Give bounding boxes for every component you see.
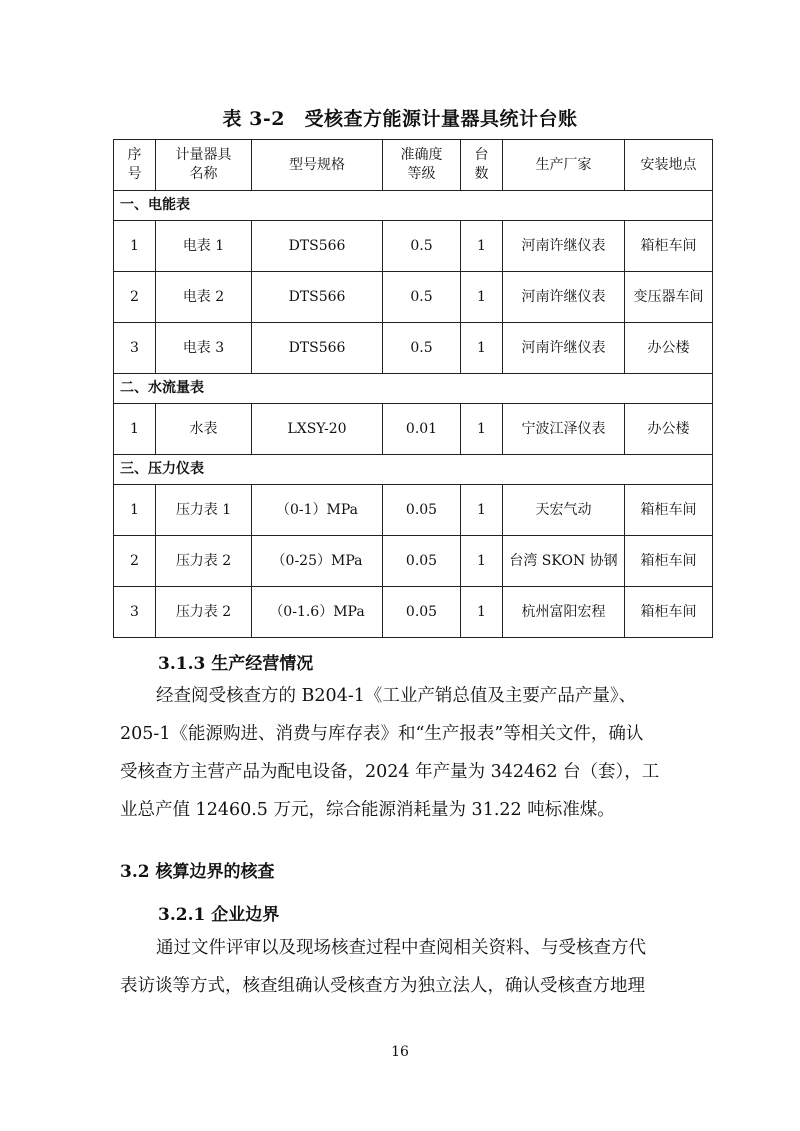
cell-seq: 1 (114, 485, 156, 536)
header-name: 计量器具 名称 (156, 140, 252, 191)
cell-maker: 台湾 SKON 协钢 (503, 536, 625, 587)
cell-location: 箱柜车间 (625, 485, 713, 536)
cell-count: 1 (461, 404, 503, 455)
cell-location: 办公楼 (625, 323, 713, 374)
paragraph-line: 业总产值 12460.5 万元，综合能源消耗量为 31.22 吨标准煤。 (120, 800, 615, 820)
cell-count: 1 (461, 221, 503, 272)
paragraph-line: 205-1《能源购进、消费与库存表》和“生产报表”等相关文件，确认 (120, 724, 644, 744)
table-row (114, 272, 713, 323)
paragraph-line: 通过文件评审以及现场核查过程中查阅相关资料、与受核查方代 (156, 938, 646, 958)
header-model: 型号规格 (252, 140, 383, 191)
header-seq: 序 号 (114, 140, 156, 191)
cell-model: （0-1）MPa (252, 485, 383, 536)
cell-model: DTS566 (252, 221, 383, 272)
cell-maker: 河南许继仪表 (503, 323, 625, 374)
header-location: 安装地点 (625, 140, 713, 191)
cell-seq: 1 (114, 404, 156, 455)
cell-seq: 3 (114, 323, 156, 374)
cell-accuracy: 0.5 (383, 221, 461, 272)
cell-accuracy: 0.05 (383, 536, 461, 587)
cell-name: 压力表 2 (156, 536, 252, 587)
cell-location: 箱柜车间 (625, 221, 713, 272)
cell-count: 1 (461, 587, 503, 638)
table-row (114, 404, 713, 455)
table-row (114, 485, 713, 536)
cell-model: LXSY-20 (252, 404, 383, 455)
table-section-row (114, 455, 713, 485)
section-heading-3-1-3: 3.1.3 生产经营情况 (158, 654, 314, 674)
section-label: 二、水流量表 (114, 374, 713, 404)
cell-accuracy: 0.05 (383, 485, 461, 536)
cell-maker: 杭州富阳宏程 (503, 587, 625, 638)
header-maker: 生产厂家 (503, 140, 625, 191)
table-row (114, 587, 713, 638)
paragraph-line: 表访谈等方式，核查组确认受核查方为独立法人，确认受核查方地理 (120, 976, 645, 996)
cell-seq: 2 (114, 272, 156, 323)
header-accuracy: 准确度 等级 (383, 140, 461, 191)
paragraph-enterprise-boundary (120, 929, 686, 1005)
cell-name: 电表 3 (156, 323, 252, 374)
cell-count: 1 (461, 272, 503, 323)
cell-accuracy: 0.01 (383, 404, 461, 455)
cell-location: 变压器车间 (625, 272, 713, 323)
cell-name: 电表 2 (156, 272, 252, 323)
table-row (114, 221, 713, 272)
cell-model: DTS566 (252, 272, 383, 323)
table-header-row (114, 140, 713, 191)
energy-meter-table (113, 139, 713, 638)
table-title: 表 3-2 受核查方能源计量器具统计台账 (222, 108, 578, 130)
cell-location: 箱柜车间 (625, 536, 713, 587)
cell-count: 1 (461, 485, 503, 536)
cell-accuracy: 0.5 (383, 272, 461, 323)
table-row (114, 536, 713, 587)
cell-name: 电表 1 (156, 221, 252, 272)
section-label: 一、电能表 (114, 191, 713, 221)
cell-accuracy: 0.05 (383, 587, 461, 638)
cell-seq: 1 (114, 221, 156, 272)
table-row (114, 323, 713, 374)
cell-name: 压力表 2 (156, 587, 252, 638)
section-label: 三、压力仪表 (114, 455, 713, 485)
paragraph-production (120, 677, 686, 829)
paragraph-line: 受核查方主营产品为配电设备，2024 年产量为 342462 台（套），工 (120, 762, 660, 782)
cell-location: 箱柜车间 (625, 587, 713, 638)
cell-name: 水表 (156, 404, 252, 455)
cell-model: DTS566 (252, 323, 383, 374)
cell-accuracy: 0.5 (383, 323, 461, 374)
cell-name: 压力表 1 (156, 485, 252, 536)
cell-maker: 天宏气动 (503, 485, 625, 536)
cell-maker: 河南许继仪表 (503, 272, 625, 323)
cell-count: 1 (461, 323, 503, 374)
cell-count: 1 (461, 536, 503, 587)
cell-model: （0-1.6）MPa (252, 587, 383, 638)
cell-model: （0-25）MPa (252, 536, 383, 587)
cell-maker: 河南许继仪表 (503, 221, 625, 272)
cell-location: 办公楼 (625, 404, 713, 455)
paragraph-line: 经查阅受核查方的 B204-1《工业产销总值及主要产品产量》、 (156, 686, 637, 706)
cell-maker: 宁波江泽仪表 (503, 404, 625, 455)
cell-seq: 2 (114, 536, 156, 587)
header-count: 台 数 (461, 140, 503, 191)
table-section-row (114, 191, 713, 221)
cell-seq: 3 (114, 587, 156, 638)
page-number: 16 (391, 1044, 409, 1060)
section-heading-3-2-1: 3.2.1 企业边界 (158, 905, 280, 925)
table-section-row (114, 374, 713, 404)
section-heading-3-2: 3.2 核算边界的核查 (120, 862, 275, 882)
